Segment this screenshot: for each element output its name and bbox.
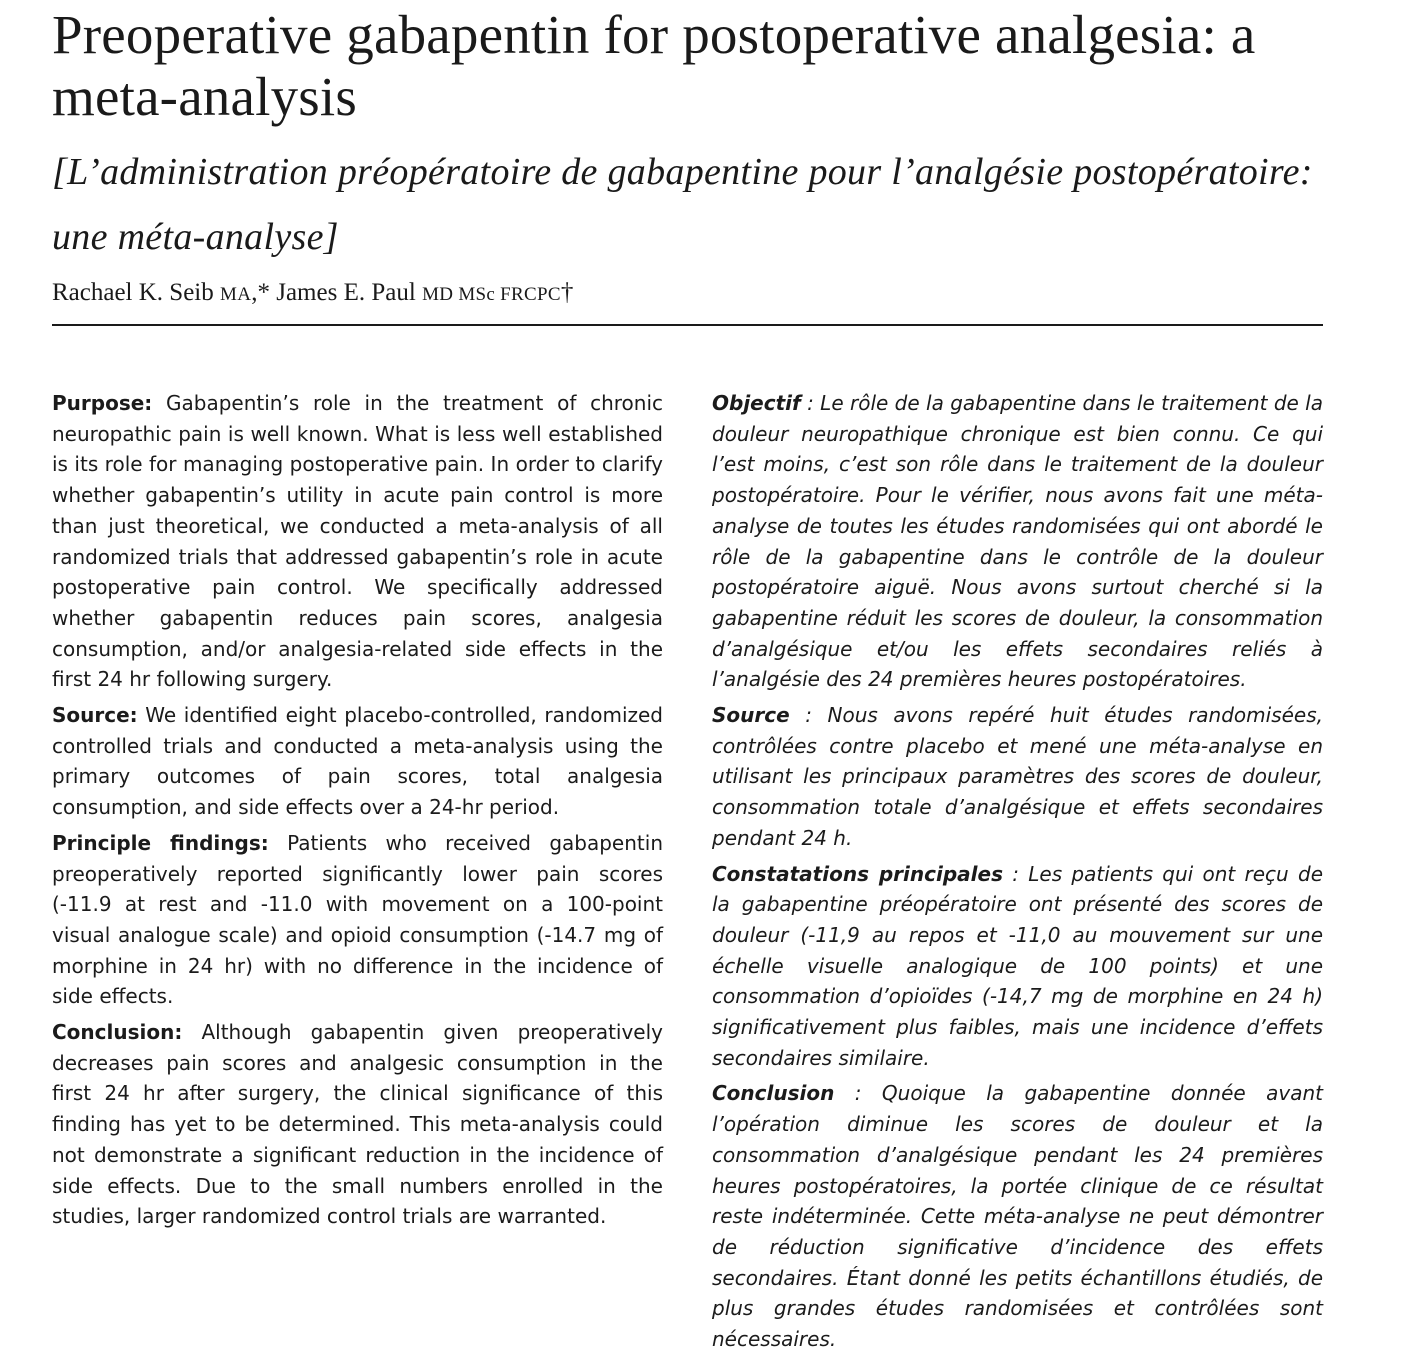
purpose-text: Gabapentin’s role in the treatment of chronic neuropathic pain is well known. What is less well established is its role for managing postoperative pain. In order to clarify whether gabapentin’s utility in acute pain control is more than just theoretical, we conducted a meta-analysis of all randomized trials that addressed gabapentin’s role in acute postoperative pain control. We specifically addressed whether gabapentin reduces pain scores, analgesia consumption, and/or analgesia-related side effects in the first 24 hr following surgery. (52, 391, 664, 692)
conclusion-fr-text: : Quoique la gabapentine donnée avant l’opération diminue les scores de douleur et la consommation d’analgésique pendant les 24 premières heures postopératoires, la portée clinique de ce résultat reste indéterminée. Cette méta-analyse ne peut démontrer de réduction significative d’incidence des effets secondaires. Étant donné les petits échantillons étudiés, de plus grandes études randomisées et contrôlées sont nécessaires. (712, 1081, 1323, 1352)
abstract-fr-conclusion (712, 1078, 1323, 1354)
conclusion-fr-heading: Conclusion (712, 1081, 835, 1106)
article-title: Preoperative gabapentin for postoperative analgesia: a meta-analysis (52, 4, 1256, 127)
author-2-name: James E. Paul (276, 279, 416, 306)
constatations-heading: Constatations principales (712, 861, 1003, 886)
purpose-heading: Purpose: (52, 391, 153, 415)
findings-heading: Principle findings: (52, 830, 269, 855)
author-2-mark: † (560, 279, 574, 306)
source-fr-text: : Nous avons repéré huit études randomisées, contrôlées contre placebo et mené une méta-analyse en utilisant les principaux paramètres des scores de douleur, consommation totale d’analgésique et effets secondaires pendant 24 h. (712, 703, 1324, 850)
source-fr-heading: Source (712, 703, 790, 728)
abstract-fr-source (712, 700, 1323, 854)
abstract-en-conclusion (52, 1017, 663, 1232)
objectif-heading: Objectif (712, 391, 801, 415)
objectif-text: : Le rôle de la gabapentine dans le traitement de la douleur neuropathique chronique est bien connu. Ce qui l’est moins, c’est son rôle dans le traitement de la douleur postopératoire. Pour le vérifier, nous avons fait une méta-analyse de toutes les études randomisées qui ont abordé le rôle de la gabapentine dans le contrôle de la douleur postopératoire aiguë. Nous avons surtout cherché si la gabapentine réduit les scores de douleur, la consommation d’analgésique et/ou les effets secondaires reliés à l’analgésie des 24 premières heures postopératoires. (712, 391, 1323, 692)
author-2-degree: MD MSc FRCPC (422, 284, 561, 305)
source-heading: Source: (52, 703, 138, 728)
constatations-text: : Les patients qui ont reçu de la gabapentine préopératoire ont présenté des scores de douleur (-11,9 au repos et -11,0 au mouvement sur une échelle visuelle analogique de 100 points) et une consommation d’opioïdes (-14,7 mg de morphine en 24 h) significativement plus faibles, mais une incidence d’effets secondaires similaire. (712, 861, 1323, 1070)
author-1-mark: ,* (251, 279, 270, 306)
author-1-name: Rachael K. Seib (52, 279, 214, 306)
source-text: We identified eight placebo-controlled, randomized controlled trials and conducted a meta-analysis using the primary outcomes of pain scores, total analgesia consumption, and side effects over a 24-hr period. (52, 703, 663, 820)
author-1-degree: MA (220, 284, 252, 305)
conclusion-text: Although gabapentin given preoperatively decreases pain scores and analgesic consumption in the first 24 hr after surgery, the clinical significance of this finding has yet to be determined. This meta-analysis could not demonstrate a significant reduction in the incidence of side effects. Due to the small numbers enrolled in the studies, larger randomized control trials are warranted. (52, 1020, 664, 1229)
article-subtitle-french: [L’administration préopératoire de gabapentine pour l’analgésie postopératoire: une méta-analyse] (52, 151, 1313, 258)
findings-text: Patients who received gabapentin preoperatively reported significantly lower pain scores (-11.9 at rest and -11.0 with movement on a 100-point visual analogue scale) and opioid consumption (-14.7 mg of morphine in 24 hr) with no difference in the incidence of side effects. (52, 830, 663, 1009)
abstract-french (712, 388, 1323, 1360)
author-line (52, 276, 1252, 312)
header-divider (52, 324, 1323, 326)
conclusion-heading: Conclusion: (52, 1020, 183, 1045)
abstract-english (52, 388, 663, 1237)
abstract-fr-objectif (712, 388, 1323, 695)
abstract-en-findings (52, 828, 663, 1012)
abstract-fr-constatations (712, 859, 1323, 1074)
abstract-en-purpose (52, 388, 663, 695)
abstract-en-source (52, 700, 663, 823)
